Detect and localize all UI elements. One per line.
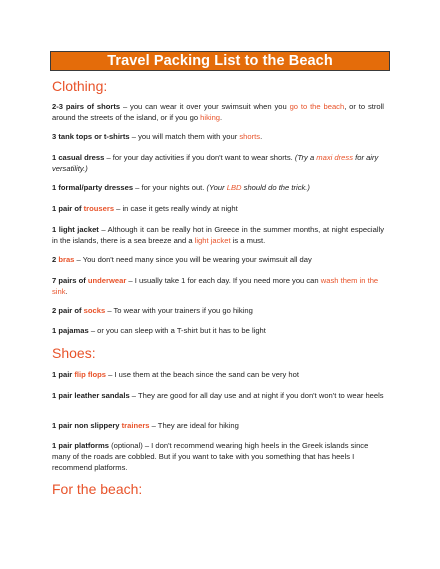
- link-lbd[interactable]: LBD: [226, 183, 242, 192]
- list-item-light-jacket: 1 light jacket – Although it can be really hot in Greece in the summer months, at night especially in the islands, there is a sea breeze and a light jacket is a must.: [52, 225, 384, 245]
- link-wash-them-in-the-sink[interactable]: wash them in the sink: [52, 276, 379, 296]
- link-trousers[interactable]: trousers: [83, 204, 115, 213]
- list-item-casual-dress: 1 casual dress – for your day activities if you don't want to wear shorts. (Try a maxi dress for airy versatility.): [52, 153, 379, 173]
- section-heading-clothing: Clothing:: [52, 78, 108, 94]
- link-light-jacket[interactable]: light jacket: [194, 236, 231, 245]
- document-title-banner: [50, 51, 390, 71]
- link-flip-flops[interactable]: flip flops: [74, 370, 107, 379]
- list-item-tank-tops: 3 tank tops or t-shirts – you will match them with your shorts.: [52, 132, 263, 141]
- link-maxi-dress[interactable]: maxi dress: [316, 153, 353, 162]
- link-socks[interactable]: socks: [83, 306, 106, 315]
- link-trainers[interactable]: trainers: [121, 421, 150, 430]
- link-underwear[interactable]: underwear: [87, 276, 127, 285]
- link-shorts[interactable]: shorts: [239, 132, 261, 141]
- list-item-platforms: 1 pair platforms (optional) – I don't recommend wearing high heels in the Greek islands since many of the roads are cobbled. But if you want to take with you something that has heels I recommend platforms.: [52, 441, 369, 472]
- list-item-leather-sandals: 1 pair leather sandals – They are good for all day use and at night if you don't won't to wear heels: [52, 391, 384, 400]
- list-item-trainers: 1 pair non slippery trainers – They are ideal for hiking: [52, 421, 239, 430]
- list-item-shorts: 2-3 pairs of shorts – you can wear it over your swimsuit when you go to the beach, or to stroll around the streets of the island, or if you go hiking.: [52, 102, 384, 122]
- list-item-bras: 2 bras – You don't need many since you will be wearing your swimsuit all day: [52, 255, 312, 264]
- link-hiking[interactable]: hiking: [200, 113, 221, 122]
- section-heading-beach: For the beach:: [52, 481, 143, 497]
- document-title: Travel Packing List to the Beach: [107, 53, 333, 69]
- section-heading-shoes: Shoes:: [52, 345, 96, 361]
- list-item-trousers: 1 pair of trousers – in case it gets really windy at night: [52, 204, 238, 213]
- link-bras[interactable]: bras: [58, 255, 75, 264]
- list-item-underwear: 7 pairs of underwear – I usually take 1 for each day. If you need more you can wash them in the sink.: [52, 276, 379, 296]
- list-item-flip-flops: 1 pair flip flops – I use them at the beach since the sand can be very hot: [52, 370, 299, 379]
- list-item-pajamas: 1 pajamas – or you can sleep with a T-shirt but it has to be light: [52, 326, 266, 335]
- link-go-to-the-beach[interactable]: go to the beach: [289, 102, 345, 111]
- list-item-socks: 2 pair of socks – To wear with your trainers if you go hiking: [52, 306, 253, 315]
- list-item-formal-dresses: 1 formal/party dresses – for your nights out. (Your LBD should do the trick.): [52, 183, 310, 192]
